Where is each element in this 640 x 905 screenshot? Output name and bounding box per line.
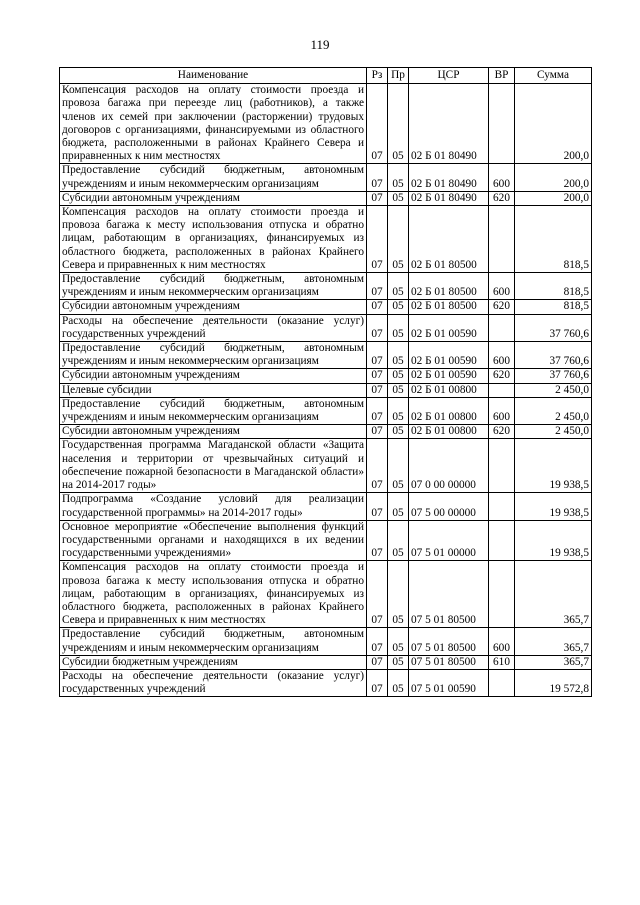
row-sum-cell: 19 938,5 bbox=[515, 520, 592, 561]
row-vr-cell bbox=[489, 314, 515, 341]
row-rz-cell: 07 bbox=[367, 425, 388, 439]
row-csr-cell: 02 Б 01 80490 bbox=[409, 164, 489, 191]
row-csr-cell: 02 Б 01 00800 bbox=[409, 383, 489, 397]
row-sum-cell: 818,5 bbox=[515, 273, 592, 300]
row-vr-cell: 600 bbox=[489, 164, 515, 191]
row-name-cell: Предоставление субсидий бюджетным, автономным учреждениям и иным некоммерческим организациям bbox=[60, 628, 367, 655]
row-name-cell: Субсидии автономным учреждениям bbox=[60, 191, 367, 205]
row-csr-cell: 07 0 00 00000 bbox=[409, 439, 489, 493]
row-vr-cell bbox=[489, 493, 515, 520]
table-row bbox=[60, 493, 592, 520]
row-rz-cell: 07 bbox=[367, 206, 388, 273]
row-sum-cell: 37 760,6 bbox=[515, 369, 592, 383]
table-row bbox=[60, 520, 592, 561]
table-row bbox=[60, 206, 592, 273]
row-csr-cell: 02 Б 01 80500 bbox=[409, 300, 489, 314]
row-name-cell: Компенсация расходов на оплату стоимости проезда и провоза багажа к месту использования отпуска и обратно лицам, работающим в организациях, финансируемых из областного бюджета, расположенных в районах Крайнего Севера и приравненных к ним местностях bbox=[60, 206, 367, 273]
table-row bbox=[60, 655, 592, 669]
row-pr-cell: 05 bbox=[388, 342, 409, 369]
row-sum-cell: 818,5 bbox=[515, 206, 592, 273]
row-name-cell: Субсидии автономным учреждениям bbox=[60, 300, 367, 314]
row-csr-cell: 07 5 01 80500 bbox=[409, 561, 489, 628]
row-rz-cell: 07 bbox=[367, 439, 388, 493]
row-csr-cell: 02 Б 01 00590 bbox=[409, 369, 489, 383]
row-pr-cell: 05 bbox=[388, 439, 409, 493]
table-row bbox=[60, 628, 592, 655]
row-name-cell: Подпрограмма «Создание условий для реализации государственной программы» на 2014-2017 годы» bbox=[60, 493, 367, 520]
row-name-cell: Компенсация расходов на оплату стоимости проезда и провоза багажа к месту использования отпуска и обратно лицам, работающим в организациях, финансируемых из областного бюджета, расположенных в районах Крайнего Севера и приравненных к ним местностях bbox=[60, 561, 367, 628]
row-vr-cell: 600 bbox=[489, 273, 515, 300]
table-row bbox=[60, 273, 592, 300]
row-rz-cell: 07 bbox=[367, 561, 388, 628]
row-sum-cell: 2 450,0 bbox=[515, 397, 592, 424]
table-row bbox=[60, 164, 592, 191]
row-rz-cell: 07 bbox=[367, 342, 388, 369]
row-vr-cell: 620 bbox=[489, 191, 515, 205]
table-row bbox=[60, 383, 592, 397]
row-csr-cell: 02 Б 01 80490 bbox=[409, 191, 489, 205]
row-vr-cell bbox=[489, 84, 515, 164]
column-header-csr: ЦСР bbox=[409, 68, 489, 84]
row-sum-cell: 19 572,8 bbox=[515, 669, 592, 696]
row-vr-cell: 620 bbox=[489, 369, 515, 383]
column-header-sum: Сумма bbox=[515, 68, 592, 84]
row-pr-cell: 05 bbox=[388, 300, 409, 314]
row-sum-cell: 2 450,0 bbox=[515, 425, 592, 439]
row-csr-cell: 02 Б 01 00590 bbox=[409, 342, 489, 369]
row-name-cell: Субсидии бюджетным учреждениям bbox=[60, 655, 367, 669]
row-name-cell: Государственная программа Магаданской области «Защита населения и территории от чрезвычайных ситуаций и обеспечение пожарной безопасности в Магаданской области» на 2014-2017 годы» bbox=[60, 439, 367, 493]
row-csr-cell: 07 5 01 80500 bbox=[409, 655, 489, 669]
row-csr-cell: 07 5 01 80500 bbox=[409, 628, 489, 655]
row-name-cell: Расходы на обеспечение деятельности (оказание услуг) государственных учреждений bbox=[60, 314, 367, 341]
row-pr-cell: 05 bbox=[388, 369, 409, 383]
row-sum-cell: 365,7 bbox=[515, 655, 592, 669]
row-sum-cell: 19 938,5 bbox=[515, 439, 592, 493]
row-rz-cell: 07 bbox=[367, 84, 388, 164]
table-row bbox=[60, 561, 592, 628]
row-pr-cell: 05 bbox=[388, 164, 409, 191]
row-pr-cell: 05 bbox=[388, 520, 409, 561]
row-vr-cell bbox=[489, 561, 515, 628]
row-rz-cell: 07 bbox=[367, 493, 388, 520]
row-name-cell: Предоставление субсидий бюджетным, автономным учреждениям и иным некоммерческим организациям bbox=[60, 342, 367, 369]
row-name-cell: Субсидии автономным учреждениям bbox=[60, 425, 367, 439]
row-sum-cell: 200,0 bbox=[515, 191, 592, 205]
row-rz-cell: 07 bbox=[367, 191, 388, 205]
column-header-rz: Рз bbox=[367, 68, 388, 84]
row-rz-cell: 07 bbox=[367, 164, 388, 191]
row-vr-cell: 600 bbox=[489, 342, 515, 369]
row-csr-cell: 02 Б 01 80500 bbox=[409, 273, 489, 300]
table-row bbox=[60, 439, 592, 493]
row-sum-cell: 365,7 bbox=[515, 561, 592, 628]
column-header-vr: ВР bbox=[489, 68, 515, 84]
column-header-name: Наименование bbox=[60, 68, 367, 84]
row-csr-cell: 07 5 00 00000 bbox=[409, 493, 489, 520]
row-vr-cell: 620 bbox=[489, 425, 515, 439]
row-csr-cell: 02 Б 01 80490 bbox=[409, 84, 489, 164]
row-rz-cell: 07 bbox=[367, 520, 388, 561]
row-name-cell: Расходы на обеспечение деятельности (оказание услуг) государственных учреждений bbox=[60, 669, 367, 696]
table-row bbox=[60, 425, 592, 439]
row-pr-cell: 05 bbox=[388, 425, 409, 439]
table-row bbox=[60, 191, 592, 205]
table-body bbox=[60, 84, 592, 697]
row-csr-cell: 02 Б 01 80500 bbox=[409, 206, 489, 273]
row-name-cell: Предоставление субсидий бюджетным, автономным учреждениям и иным некоммерческим организациям bbox=[60, 273, 367, 300]
row-name-cell: Компенсация расходов на оплату стоимости проезда и провоза багажа при переезде лиц (работников), а также членов их семей при заключении (расторжении) трудовых договоров с организациями, финансируемыми из областного бюджета, расположенными в районах Крайнего Севера и приравненных к ним местностях bbox=[60, 84, 367, 164]
table-header-row bbox=[60, 68, 592, 84]
row-pr-cell: 05 bbox=[388, 397, 409, 424]
row-pr-cell: 05 bbox=[388, 84, 409, 164]
row-csr-cell: 07 5 01 00590 bbox=[409, 669, 489, 696]
row-csr-cell: 07 5 01 00000 bbox=[409, 520, 489, 561]
row-pr-cell: 05 bbox=[388, 628, 409, 655]
table-row bbox=[60, 84, 592, 164]
row-rz-cell: 07 bbox=[367, 628, 388, 655]
row-pr-cell: 05 bbox=[388, 493, 409, 520]
row-rz-cell: 07 bbox=[367, 383, 388, 397]
row-sum-cell: 2 450,0 bbox=[515, 383, 592, 397]
table-row bbox=[60, 342, 592, 369]
row-rz-cell: 07 bbox=[367, 300, 388, 314]
row-vr-cell bbox=[489, 439, 515, 493]
row-pr-cell: 05 bbox=[388, 273, 409, 300]
row-rz-cell: 07 bbox=[367, 669, 388, 696]
row-vr-cell bbox=[489, 520, 515, 561]
row-sum-cell: 200,0 bbox=[515, 84, 592, 164]
row-sum-cell: 37 760,6 bbox=[515, 342, 592, 369]
row-name-cell: Предоставление субсидий бюджетным, автономным учреждениям и иным некоммерческим организациям bbox=[60, 164, 367, 191]
row-sum-cell: 200,0 bbox=[515, 164, 592, 191]
page-number: 119 bbox=[310, 37, 330, 52]
table-row bbox=[60, 669, 592, 696]
row-rz-cell: 07 bbox=[367, 273, 388, 300]
row-sum-cell: 818,5 bbox=[515, 300, 592, 314]
table-row bbox=[60, 369, 592, 383]
row-sum-cell: 19 938,5 bbox=[515, 493, 592, 520]
row-rz-cell: 07 bbox=[367, 397, 388, 424]
row-pr-cell: 05 bbox=[388, 206, 409, 273]
table-row bbox=[60, 300, 592, 314]
row-sum-cell: 365,7 bbox=[515, 628, 592, 655]
row-rz-cell: 07 bbox=[367, 314, 388, 341]
row-pr-cell: 05 bbox=[388, 314, 409, 341]
row-vr-cell: 610 bbox=[489, 655, 515, 669]
budget-table bbox=[59, 67, 592, 697]
row-name-cell: Основное мероприятие «Обеспечение выполнения функций государственными органами и находящихся в их ведении государственными учреждениями» bbox=[60, 520, 367, 561]
column-header-pr: Пр bbox=[388, 68, 409, 84]
row-vr-cell bbox=[489, 206, 515, 273]
row-pr-cell: 05 bbox=[388, 191, 409, 205]
row-rz-cell: 07 bbox=[367, 655, 388, 669]
row-csr-cell: 02 Б 01 00590 bbox=[409, 314, 489, 341]
row-sum-cell: 37 760,6 bbox=[515, 314, 592, 341]
row-csr-cell: 02 Б 01 00800 bbox=[409, 425, 489, 439]
row-pr-cell: 05 bbox=[388, 561, 409, 628]
row-name-cell: Предоставление субсидий бюджетным, автономным учреждениям и иным некоммерческим организациям bbox=[60, 397, 367, 424]
table-row bbox=[60, 314, 592, 341]
row-vr-cell bbox=[489, 383, 515, 397]
row-pr-cell: 05 bbox=[388, 383, 409, 397]
row-vr-cell: 620 bbox=[489, 300, 515, 314]
row-name-cell: Субсидии автономным учреждениям bbox=[60, 369, 367, 383]
row-vr-cell bbox=[489, 669, 515, 696]
table-row bbox=[60, 397, 592, 424]
row-vr-cell: 600 bbox=[489, 397, 515, 424]
row-vr-cell: 600 bbox=[489, 628, 515, 655]
row-name-cell: Целевые субсидии bbox=[60, 383, 367, 397]
row-csr-cell: 02 Б 01 00800 bbox=[409, 397, 489, 424]
row-rz-cell: 07 bbox=[367, 369, 388, 383]
row-pr-cell: 05 bbox=[388, 669, 409, 696]
row-pr-cell: 05 bbox=[388, 655, 409, 669]
